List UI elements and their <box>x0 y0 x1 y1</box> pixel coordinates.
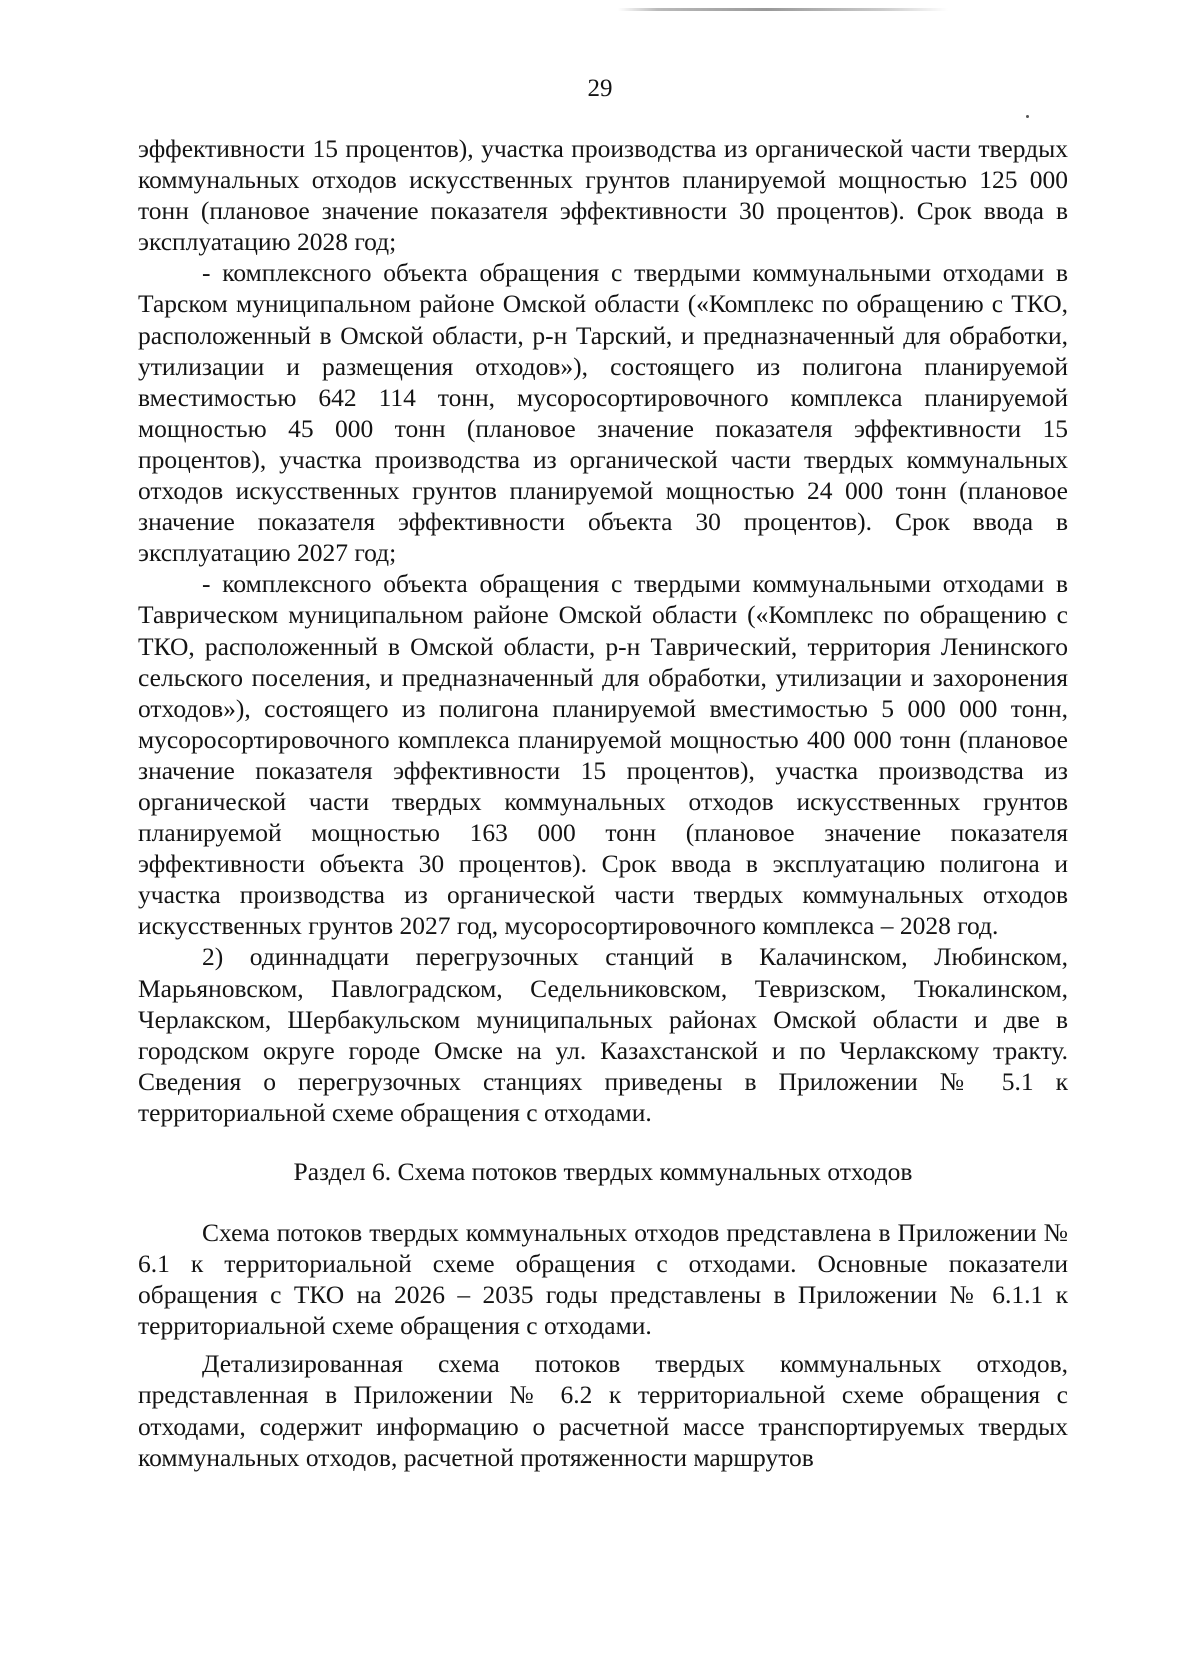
scan-artifact-speck <box>1026 115 1029 118</box>
paragraph-tara-complex: - комплексного объекта обращения с твердыми коммунальными отходами в Тарском муниципальном районе Омской области («Комплекс по обращению с ТКО, расположенный в Омской области, р-н Тарский, и предназначенный для обработки, утилизации и размещения отходов»), состоящего из полигона планируемой вместимостью 642 114 тонн, мусоросортировочного комплекса планируемой мощностью 45 000 тонн (плановое значение показателя эффективности 15 процентов), участка производства из органической части твердых коммунальных отходов искусственных грунтов планируемой мощностью 24 000 тонн (плановое значение показателя эффективности объекта 30 процентов). Срок ввода в эксплуатацию 2027 год; <box>138 258 1068 568</box>
paragraph-continued: эффективности 15 процентов), участка производства из органической части твердых коммунальных отходов искусственных грунтов планируемой мощностью 125 000 тонн (плановое значение показателя эффективности 30 процентов). Срок ввода в эксплуатацию 2028 год; <box>138 134 1068 257</box>
paragraph-detailed-scheme: Детализированная схема потоков твердых коммунальных отходов, представленная в Приложении № 6.2 к территориальной схеме обращения с отходами, содержит информацию о расчетной массе транспортируемых твердых коммунальных отходов, расчетной протяженности маршрутов <box>138 1349 1068 1472</box>
paragraph-tavricheskoe-complex: - комплексного объекта обращения с твердыми коммунальными отходами в Таврическом муниципальном районе Омской области («Комплекс по обращению с ТКО, расположенный в Омской области, р-н Таврический, территория Ленинского сельского поселения, и предназначенный для обработки, утилизации и захоронения отходов»), состоящего из полигона планируемой вместимостью 5 000 000 тонн, мусоросортировочного комплекса планируемой мощностью 400 000 тонн (плановое значение показателя эффективности 15 процентов), участка производства из органической части твердых коммунальных отходов искусственных грунтов планируемой мощностью 163 000 тонн (плановое значение показателя эффективности объекта 30 процентов). Срок ввода в эксплуатацию полигона и участка производства из органической части твердых коммунальных отходов искусственных грунтов 2027 год, мусоросортировочного комплекса – 2028 год. <box>138 569 1068 941</box>
paragraph-waste-flow-scheme: Схема потоков твердых коммунальных отходов представлена в Приложении № 6.1 к территориальной схеме обращения с отходами. Основные показатели обращения с ТКО на 2026 – 2035 годы представлены в Приложении № 6.1.1 к территориальной схеме обращения с отходами. <box>138 1218 1068 1341</box>
paragraph-transfer-stations: 2) одиннадцати перегрузочных станций в Калачинском, Любинском, Марьяновском, Павлоградском, Седельниковском, Тевризском, Тюкалинском, Черлакском, Шербакульском муниципальных районах Омской области и две в городском округе городе Омске на ул. Казахстанской и по Черлакскому тракту. Сведения о перегрузочных станциях приведены в Приложении № 5.1 к территориальной схеме обращения с отходами. <box>138 942 1068 1127</box>
section-heading: Раздел 6. Схема потоков твердых коммунальных отходов <box>293 1157 913 1186</box>
scan-artifact-streak <box>618 8 948 11</box>
document-body <box>138 133 1068 1473</box>
page-number: 29 <box>587 75 613 102</box>
